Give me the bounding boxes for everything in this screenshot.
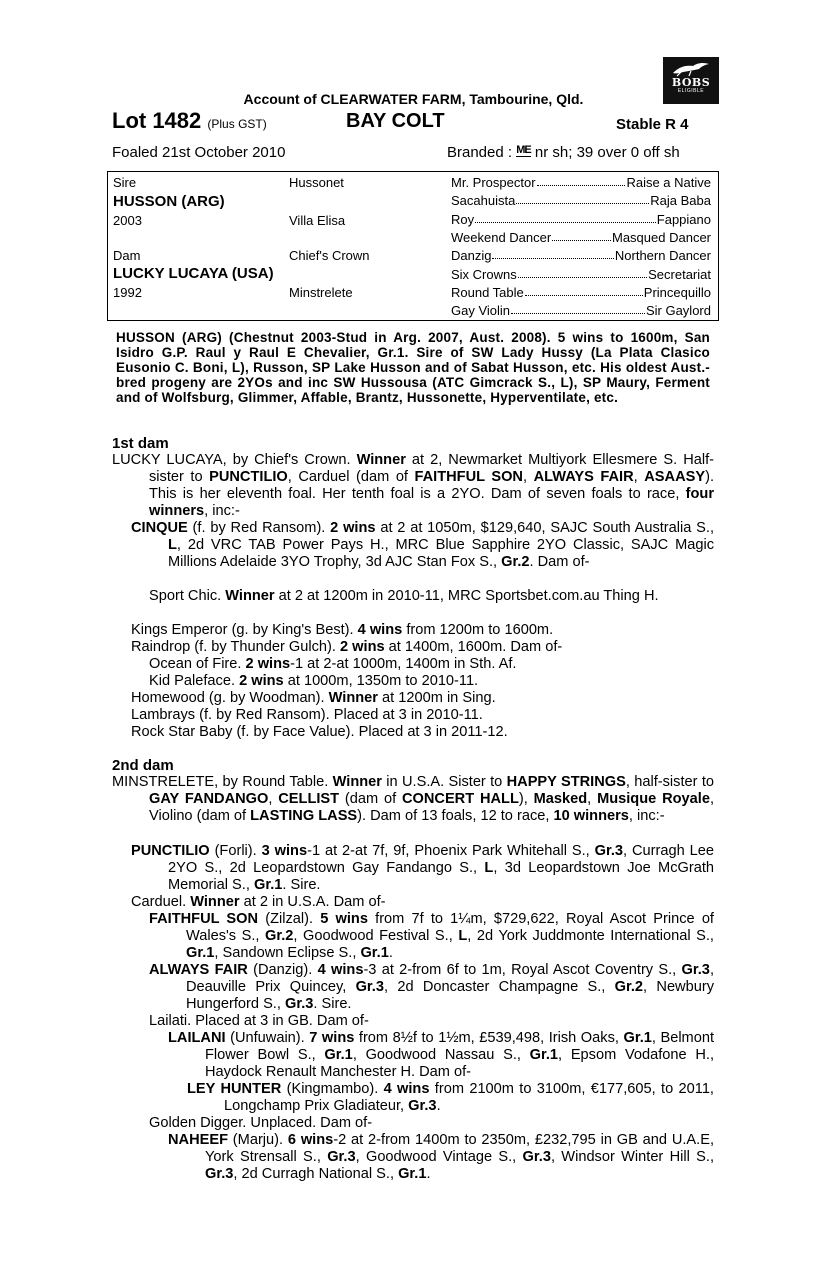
pedigree-entry: Kings Emperor (g. by King's Best). 4 wins from 1200m to 1600m.: [131, 622, 554, 638]
plus-gst: (Plus GST): [207, 117, 267, 131]
pedigree-entry: PUNCTILIO (Forli). 3 wins-1 at 2-at 7f, 9f, Phoenix Park Whitehall S., Gr.3, Curragh Lee 2YO S., 2d Leopardstown Gay Fandango S., L, 3d Leopardstown Joe McGrath Memorial S., Gr.1. Sire.: [131, 843, 715, 893]
logo-text: BOBS: [671, 76, 711, 89]
grandparent-row: [451, 285, 711, 300]
foaled-date: Foaled 21st October 2010: [112, 144, 286, 161]
dam-label: Dam: [113, 248, 141, 263]
pedigree-entry: Rock Star Baby (f. by Face Value). Placed at 3 in 2011-12.: [131, 724, 508, 740]
pedigree-entry: Carduel. Winner at 2 in U.S.A. Dam of-: [131, 894, 386, 910]
grandparent-left: Mr. Prospector: [451, 175, 536, 190]
dam-sire: Chief's Crown: [289, 248, 370, 263]
dotted-leader: [492, 248, 613, 259]
dotted-leader: [537, 175, 626, 186]
sire-label: Sire: [113, 175, 137, 190]
pedigree-entry: Kid Paleface. 2 wins at 1000m, 1350m to 2010-11.: [149, 673, 479, 689]
pedigree-entry: Raindrop (f. by Thunder Gulch). 2 wins at 1400m, 1600m. Dam of-: [131, 639, 563, 655]
pedigree-entry: LUCKY LUCAYA, by Chief's Crown. Winner at 2, Newmarket Multiyork Ellesmere S. Half-sister to PUNCTILIO, Carduel (dam of FAITHFUL SON, ALWAYS FAIR, ASAASY). This is her eleventh foal. Her tenth foal is a 2YO. Dam of seven foals to race, four winners, inc:-: [112, 452, 715, 519]
grandparent-row: [451, 175, 711, 190]
grandparent-row: [451, 230, 711, 245]
horse-description: BAY COLT: [346, 110, 445, 132]
pedigree-entry: LEY HUNTER (Kingmambo). 4 wins from 2100m to 3100m, €177,605, to 2011, Longchamp Prix Gladiateur, Gr.3.: [187, 1081, 714, 1114]
logo-subtext: ELIGIBLE: [677, 88, 705, 94]
sire-sire: Hussonet: [289, 175, 344, 190]
grandparent-row: [451, 267, 711, 282]
pedigree-entry: Golden Digger. Unplaced. Dam of-: [149, 1115, 373, 1131]
pedigree-entry: CINQUE (f. by Red Ransom). 2 wins at 2 at 1050m, $129,640, SAJC South Australia S., L, 2d VRC TAB Power Pays H., MRC Blue Sapphire 2YO Classic, SAJC Magic Millions Adelaide 3YO Trophy, 3d AJC Stan Fox S., Gr.2. Dam of-: [131, 520, 715, 570]
dam-name: LUCKY LUCAYA (USA): [113, 265, 274, 282]
sire-name: HUSSON (ARG): [113, 193, 225, 210]
dotted-leader: [525, 285, 643, 296]
grandparent-left: Danzig: [451, 248, 492, 264]
dam-dam: Minstrelete: [289, 285, 353, 300]
grandparent-right: Masqued Dancer: [612, 229, 711, 245]
branded-info: [447, 144, 680, 161]
grandparent-left: Six Crowns: [451, 266, 517, 282]
pedigree-entry: Lambrays (f. by Red Ransom). Placed at 3 in 2010-11.: [131, 707, 483, 723]
pedigree-entry: FAITHFUL SON (Zilzal). 5 wins from 7f to 1¼m, $729,622, Royal Ascot Prince of Wales's S., Gr.2, Goodwood Festival S., L, 2d York Juddmonte International S., Gr.1, Sandown Eclipse S., Gr.1.: [149, 911, 714, 961]
dotted-leader: [511, 303, 645, 314]
pedigree-entry: ALWAYS FAIR (Danzig). 4 wins-3 at 2-from 6f to 1m, Royal Ascot Coventry S., Gr.3, Deauville Prix Quincey, Gr.3, 2d Doncaster Champagne S., Gr.2, Newbury Hungerford S., Gr.3. Sire.: [149, 962, 714, 1012]
first-dam-heading: 1st dam: [112, 435, 169, 452]
grandparent-right: Northern Dancer: [614, 248, 711, 264]
pedigree-entry: Lailati. Placed at 3 in GB. Dam of-: [149, 1013, 369, 1029]
dotted-leader: [475, 212, 656, 223]
grandparent-right: Fappiano: [656, 211, 711, 227]
grandparent-right: Princequillo: [643, 284, 711, 300]
lot-label: Lot 1482: [112, 108, 202, 133]
pedigree-entry: Ocean of Fire. 2 wins-1 at 2-at 1000m, 1400m in Sth. Af.: [149, 656, 517, 672]
grandparent-left: Gay Violin: [451, 303, 511, 319]
grandparent-left: Sacahuista: [451, 193, 516, 209]
second-dam-heading: 2nd dam: [112, 757, 174, 774]
sire-summary: HUSSON (ARG) (Chestnut 2003-Stud in Arg. 2007, Aust. 2008). 5 wins to 1600m, San Isidro G.P. Raul y Raul E Chevalier, Gr.1. Sire of SW Lady Hussy (La Plata Clasico Eusonio C. Boni, L), Russon, SP Lake Husson and of Sabat Husson, etc. His oldest Aust.-bred progeny are 2YOs and inc SW Hussousa (ATC Gimcrack S., L), SP Maury, Ferment and of Wolfsburg, Glimmer, Affable, Brantz, Hussonette, Hyperventilate, etc.: [116, 330, 710, 405]
lot-number: [112, 108, 267, 134]
pedigree-entry: MINSTRELETE, by Round Table. Winner in U.S.A. Sister to HAPPY STRINGS, half-sister to GAY FANDANGO, CELLIST (dam of CONCERT HALL), Masked, Musique Royale, Violino (dam of LASTING LASS). Dam of 13 foals, 12 to race, 10 winners, inc:-: [112, 774, 714, 824]
dotted-leader: [552, 230, 611, 241]
branded-text: nr sh; 39 over 0 off sh: [534, 144, 680, 161]
pedigree-entry: NAHEEF (Marju). 6 wins-2 at 2-from 1400m to 2350m, £232,795 in GB and U.A.E, York Strensall S., Gr.3, Goodwood Vintage S., Gr.3, Windsor Winter Hill S., Gr.3, 2d Curragh National S., Gr.1.: [168, 1132, 715, 1182]
pedigree-entry: Homewood (g. by Woodman). Winner at 1200m in Sing.: [131, 690, 496, 706]
grandparent-row: [451, 193, 711, 208]
sire-dam: Villa Elisa: [289, 213, 346, 228]
brand-mark: ME: [516, 144, 531, 156]
dam-year: 1992: [113, 285, 142, 300]
pedigree-entry: Sport Chic. Winner at 2 at 1200m in 2010-11, MRC Sportsbet.com.au Thing H.: [149, 588, 659, 604]
grandparent-row: [451, 303, 711, 318]
dotted-leader: [516, 193, 649, 204]
sire-year: 2003: [113, 213, 142, 228]
branded-label: Branded :: [447, 144, 513, 161]
grandparent-left: Round Table: [451, 284, 524, 300]
grandparent-right: Secretariat: [648, 266, 711, 282]
grandparent-row: [451, 248, 711, 263]
vendor-account: Account of CLEARWATER FARM, Tambourine, Qld.: [243, 91, 584, 107]
grandparent-left: Weekend Dancer: [451, 229, 552, 245]
grandparent-right: Raise a Native: [626, 175, 711, 190]
grandparent-left: Roy: [451, 211, 475, 227]
grandparent-row: [451, 212, 711, 227]
dotted-leader: [518, 267, 647, 278]
stable-location: Stable R 4: [616, 116, 689, 133]
grandparent-right: Raja Baba: [650, 193, 711, 209]
horse-icon: [671, 61, 711, 77]
grandparent-right: Sir Gaylord: [645, 303, 711, 319]
pedigree-entry: LAILANI (Unfuwain). 7 wins from 8½f to 1½m, £539,498, Irish Oaks, Gr.1, Belmont Flower Bowl S., Gr.1, Goodwood Nassau S., Gr.1, Epsom Vodafone H., Haydock Renault Manchester H. Dam of-: [168, 1030, 715, 1080]
